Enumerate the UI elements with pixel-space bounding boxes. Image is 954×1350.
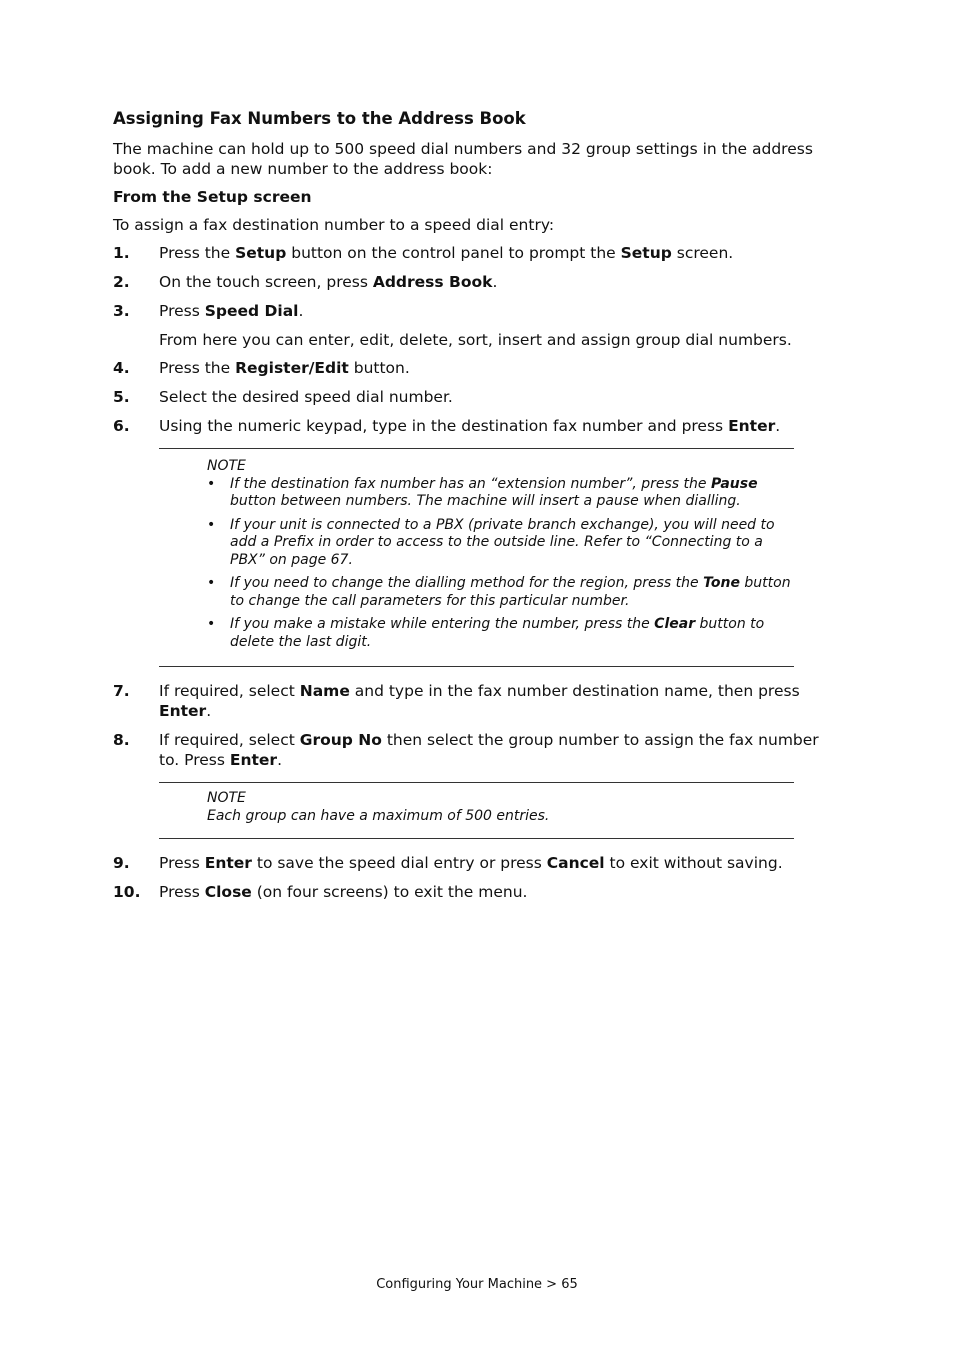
note-label: NOTE [207,790,246,806]
intro-paragraph: The machine can hold up to 500 speed dial numbers and 32 group settings in the address book. To add a new number to the address book: [113,140,813,178]
step-text: If required, select Group No then select the group number to assign the fax number to. Press Enter. [159,731,819,769]
step-text: Press Speed Dial. [159,302,304,320]
note-item: • If you need to change the dialling method for the region, press the Tone button to change the call parameters for this particular number. [207,575,791,609]
step-number: 6. [113,417,130,435]
note-text: Each group can have a maximum of 500 entries. [207,807,550,824]
step-number: 1. [113,244,130,262]
step-number: 2. [113,273,130,291]
step-2 [113,272,843,292]
note-box [159,448,794,667]
step-text: If required, select Name and type in the fax number destination name, then press Enter. [159,682,800,720]
bullet-icon: • [207,516,216,533]
step-3-continuation: From here you can enter, edit, delete, sort, insert and assign group dial numbers. [159,331,792,349]
section-heading: Assigning Fax Numbers to the Address Book [113,109,526,128]
note-box-2 [159,782,794,839]
bullet-icon: • [207,575,216,591]
step-number: 9. [113,854,130,872]
step-number: 8. [113,731,130,749]
step-text: Using the numeric keypad, type in the destination fax number and press Enter. [159,417,781,435]
note-label: NOTE [207,458,246,474]
step-number: 7. [113,682,130,700]
step-number: 3. [113,302,130,320]
bullet-icon: • [207,475,216,492]
bullet-icon: • [207,616,216,632]
step-1 [113,243,843,263]
step-number: 5. [113,388,130,406]
subheading: From the Setup screen [113,188,312,206]
step-text: Press the Register/Edit button. [159,359,410,377]
document-page [113,108,843,911]
note-item: • If you make a mistake while entering the number, press the Clear button to delete the last digit. [207,616,765,650]
step-8 [113,730,843,770]
note-item: • If your unit is connected to a PBX (private branch exchange), you will need to add a Prefix in order to access to the outside line. Refer to “Connecting to a PBX” on page 67. [207,516,775,568]
step-text: Press Enter to save the speed dial entry or press Cancel to exit without saving. [159,854,783,872]
step-text: Select the desired speed dial number. [159,388,453,406]
step-text: Press the Setup button on the control panel to prompt the Setup screen. [159,244,734,262]
note-item: • If the destination fax number has an “extension number”, press the Pause button between numbers. The machine will insert a pause when dialling. [207,475,758,509]
step-6 [113,416,843,436]
note-list [207,476,794,652]
step-text: On the touch screen, press Address Book. [159,273,498,291]
step-number: 10. [113,883,141,901]
step-5 [113,387,843,407]
step-7 [113,681,843,721]
step-text: Press Close (on four screens) to exit the menu. [159,883,528,901]
page-footer: Configuring Your Machine > 65 [376,1277,578,1292]
step-4 [113,358,843,378]
step-10 [113,882,843,902]
step-3 [113,301,843,321]
lead-paragraph: To assign a fax destination number to a speed dial entry: [113,216,555,234]
step-number: 4. [113,359,130,377]
step-9 [113,853,843,873]
